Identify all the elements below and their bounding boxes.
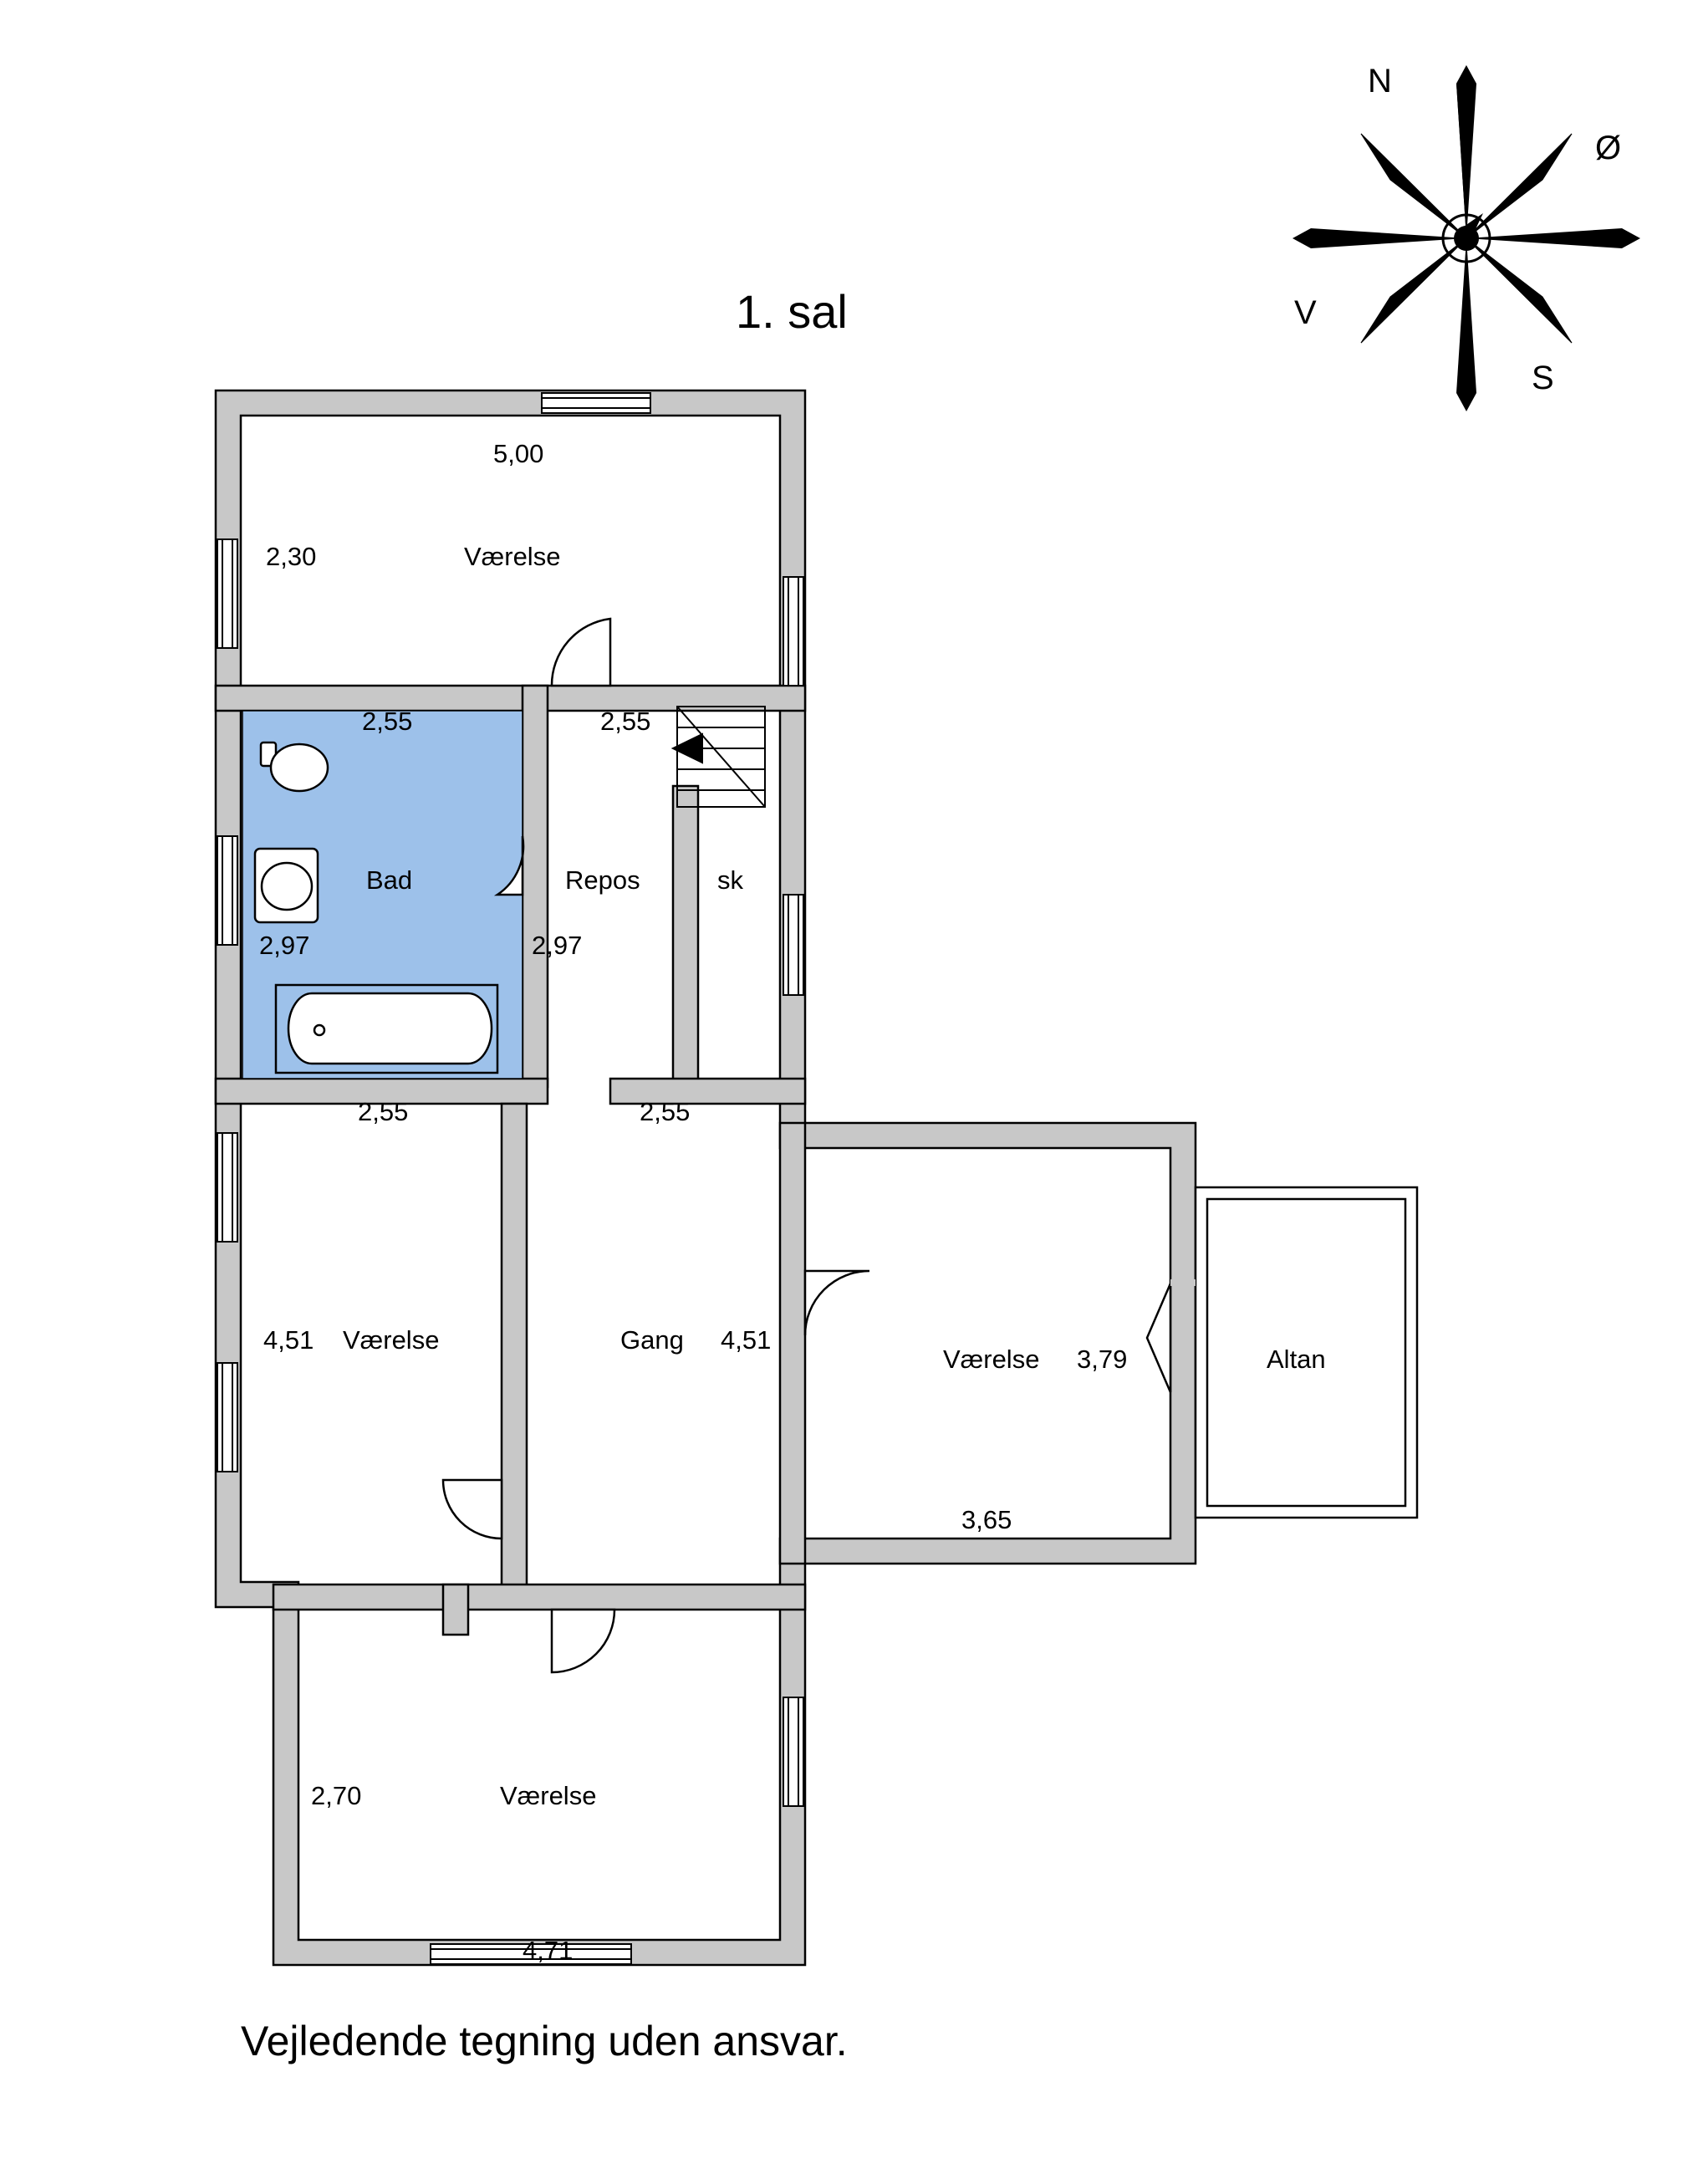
room-label-vaerelse-left: Værelse <box>343 1325 440 1355</box>
room-label-altan: Altan <box>1267 1345 1326 1374</box>
dim-vaerelse-bottom-height: 2,70 <box>311 1781 362 1810</box>
dim-gang-height: 4,51 <box>721 1325 772 1355</box>
dim-vaerelse-left-height: 4,51 <box>263 1325 314 1355</box>
compass-south-label: S <box>1532 360 1554 396</box>
compass-east-label: Ø <box>1595 130 1622 166</box>
dim-bad-width-bottom: 2,55 <box>358 1097 409 1126</box>
dim-vaerelse-right-height: 3,79 <box>1077 1345 1128 1374</box>
walls <box>216 390 1417 1965</box>
dim-repos-height: 2,97 <box>532 931 583 960</box>
room-label-repos: Repos <box>565 865 640 895</box>
page-title: 1. sal <box>736 285 848 338</box>
room-label-vaerelse-bottom: Værelse <box>500 1781 597 1810</box>
dim-vaerelse-bottom-width: 4,71 <box>523 1936 574 1965</box>
dim-repos-width-top: 2,55 <box>600 707 651 736</box>
room-label-sk: sk <box>717 865 743 895</box>
dim-bad-height: 2,97 <box>259 931 310 960</box>
room-label-gang: Gang <box>620 1325 684 1355</box>
disclaimer-text: Vejledende tegning uden ansvar. <box>241 2018 848 2064</box>
room-label-bad: Bad <box>366 865 413 895</box>
dim-vaerelse-top-height: 2,30 <box>266 542 317 571</box>
compass-rose <box>1292 65 1640 411</box>
dim-vaerelse-right-width: 3,65 <box>961 1505 1012 1534</box>
room-label-vaerelse-top: Værelse <box>464 542 561 571</box>
compass-north-label: N <box>1368 63 1392 100</box>
dim-bad-width-top: 2,55 <box>362 707 413 736</box>
compass-west-label: V <box>1294 294 1317 331</box>
room-label-vaerelse-right: Værelse <box>943 1345 1040 1374</box>
dim-vaerelse-top-width: 5,00 <box>493 439 544 468</box>
dim-repos-width-bottom: 2,55 <box>640 1097 691 1126</box>
